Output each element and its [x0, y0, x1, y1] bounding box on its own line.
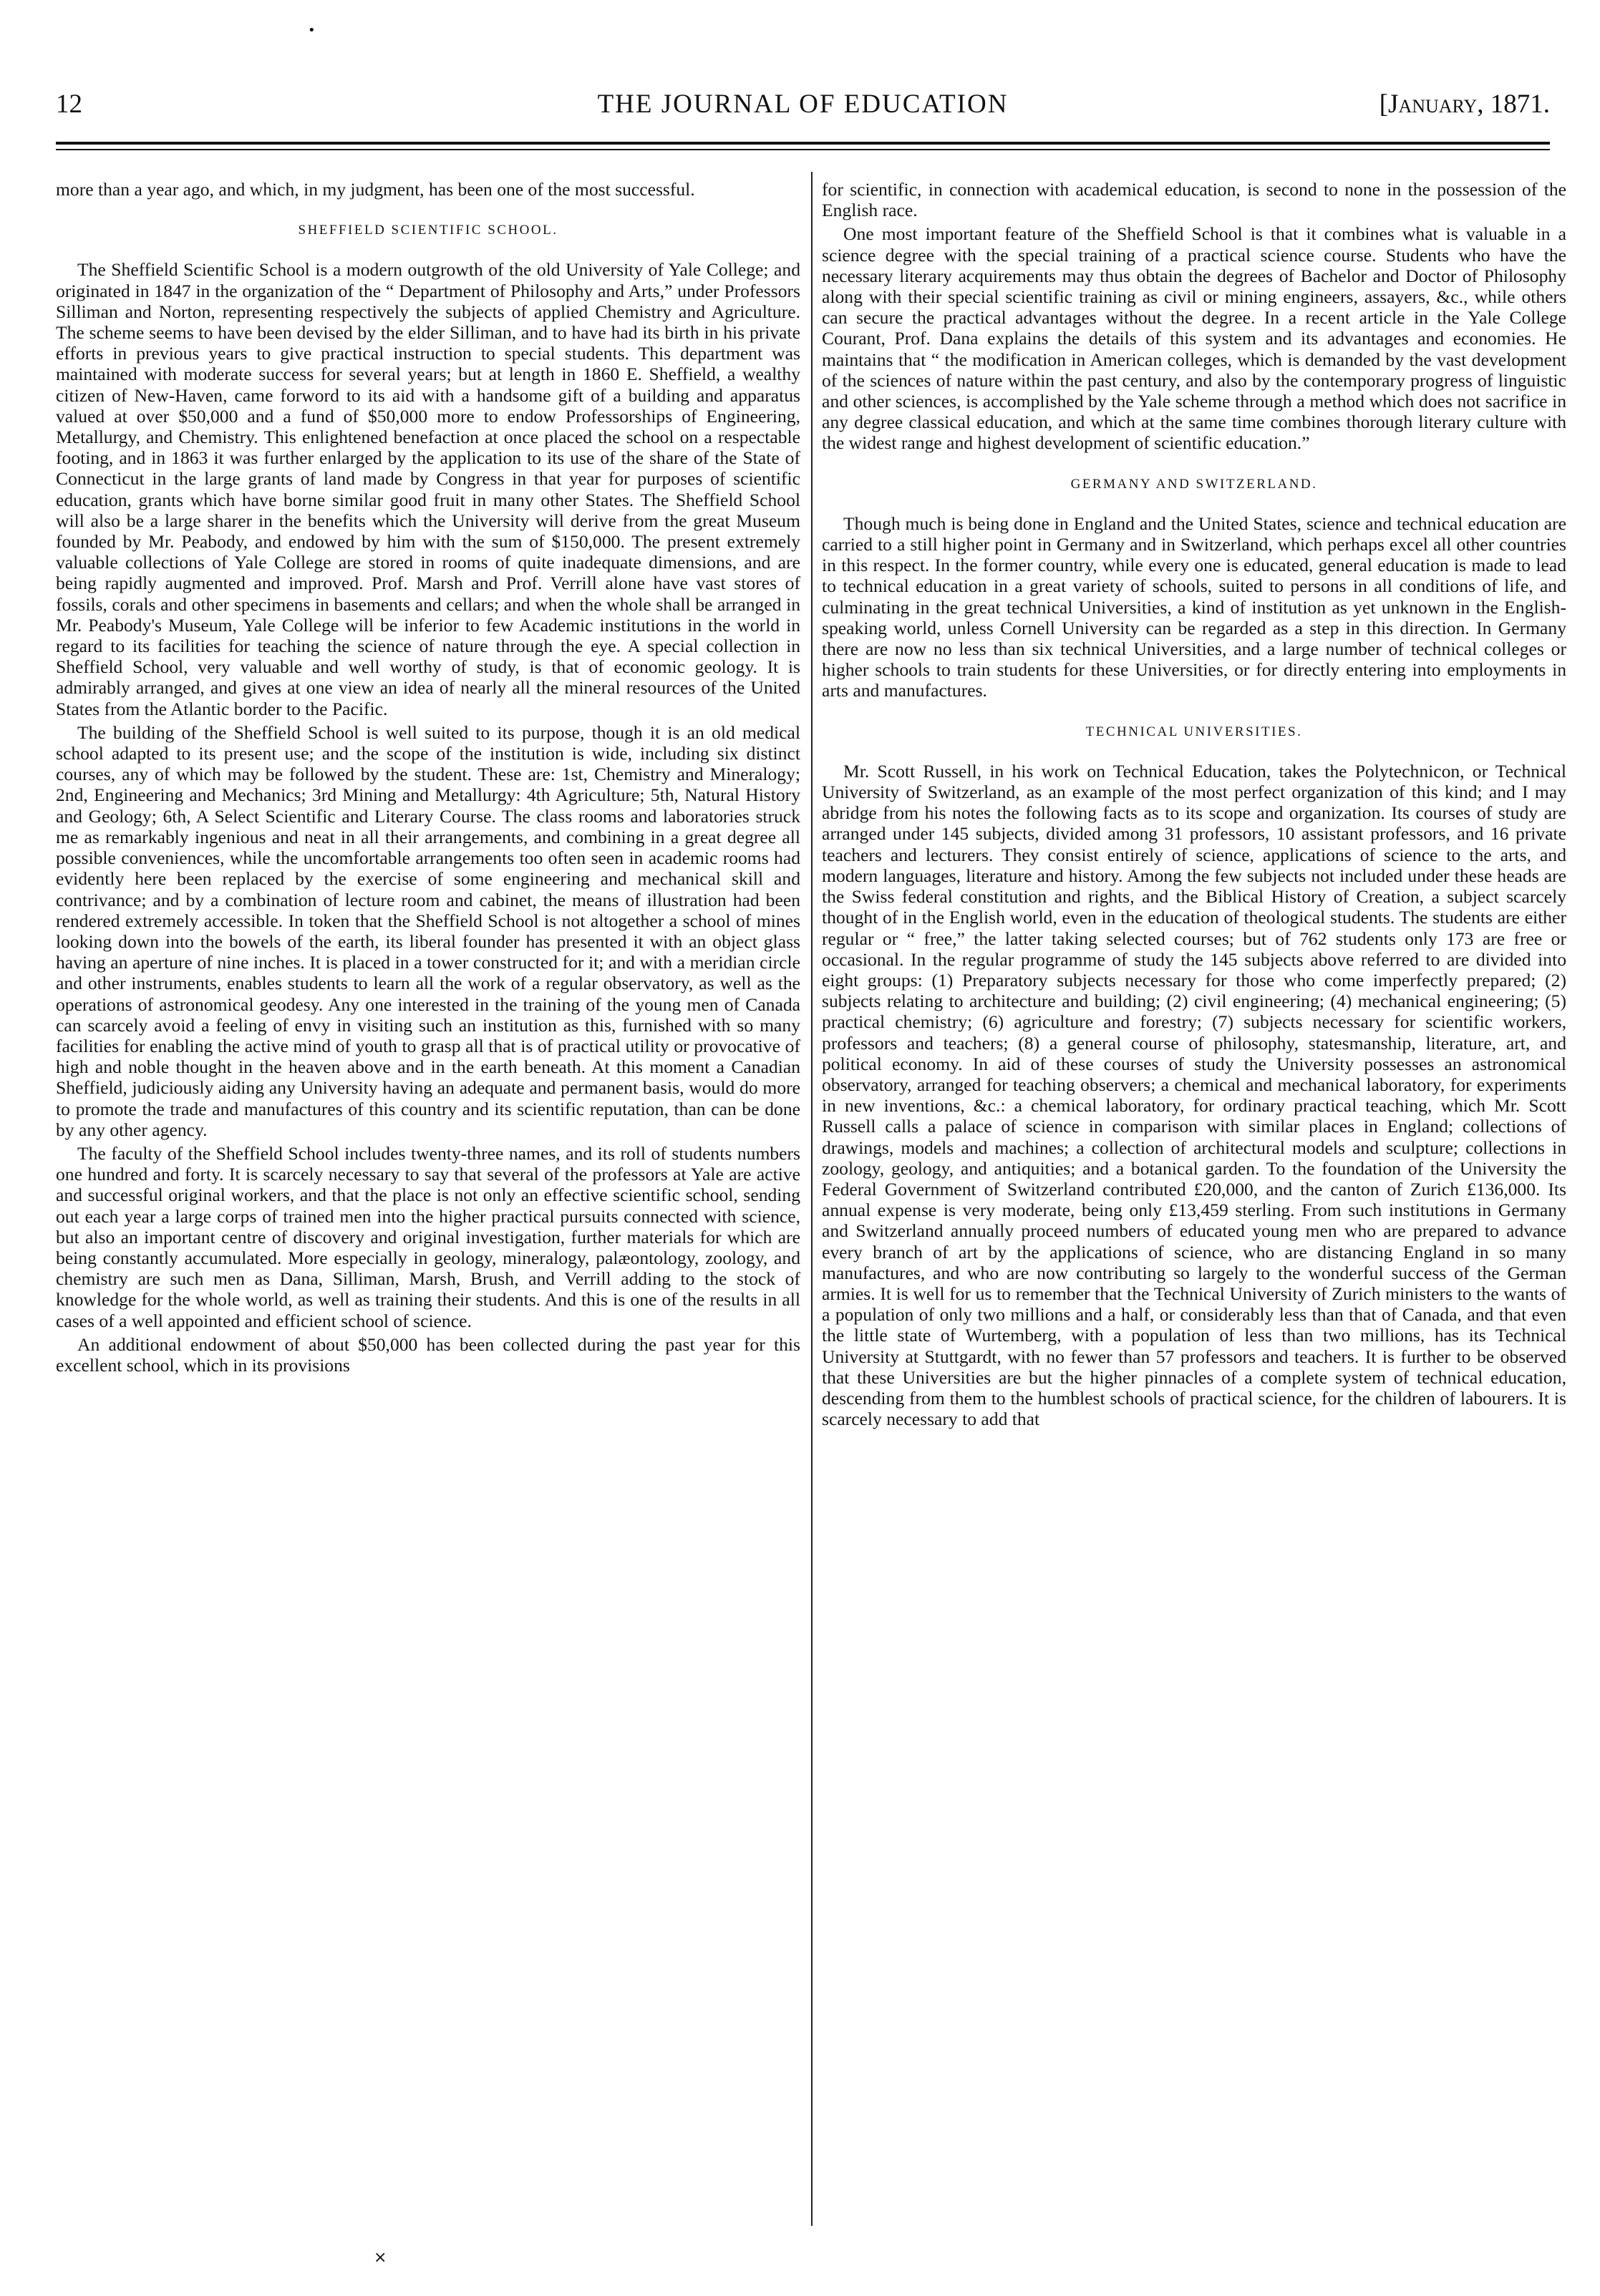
page-header	[56, 89, 1550, 132]
body-paragraph: An additional endowment of about $50,000 has been collected during the past year for this excellent school, which in its provisions	[56, 1333, 800, 1376]
right-column	[822, 179, 1566, 2233]
body-paragraph: The faculty of the Sheffield School includes twenty-three names, and its roll of students numbers one hundred and forty. It is scarcely necessary to say that several of the professors at Yale are active and successful original workers, and that the place is not only an effective scientific school, sending out each year a large corps of trained men into the higher practical pursuits connected with science, but also an important centre of discovery and original investigation, further materials for which are being constantly accumulated. More especially in geology, mineralogy, palæontology, zoology, and chemistry are such men as Dana, Silliman, Marsh, Brush, and Verrill adding to the stock of knowledge for the whole world, as well as training their students. And this is one of the results in all cases of a well appointed and efficient school of science.	[56, 1142, 800, 1331]
body-paragraph: The building of the Sheffield School is well suited to its purpose, though it is an old medical school adapted to its present use; and the scope of the institution is wide, including six distinct courses, any of which may be followed by the student. These are: 1st, Chemistry and Mineralogy; 2nd, Engineering and Mechanics; 3rd Mining and Metallurgy: 4th Agriculture; 5th, Natural History and Geology; 6th, A Select Scientific and Literary Course. The class rooms and laboratories struck me as remarkably ingenious and neat in all their arrangements, and combining in a great degree all possible conveniences, while the uncomfortable arrangements too often seen in academic rooms had evidently here been replaced by the exercise of some engineering and mechanical skill and contrivance; and by a combination of lecture room and cabinet, the means of illustration had been rendered extremely accessible. In token that the Sheffield School is not altogether a school of mines looking down into the bowels of the earth, its liberal founder has presented it with an object glass having an aperture of nine inches. It is placed in a tower constructed for it; and with a meridian circle and other instruments, enables students to learn all the work of a regular observatory, as well as the operations of astronomical geodesy. Any one interested in the training of the young men of Canada can scarcely avoid a feeling of envy in visiting such an institution as this, furnished with so many facilities for enabling the active mind of youth to grasp all that is of practical utility or provocative of high and noble thought in the heaven above and in the earth beneath. At this moment a Canadian Sheffield, judiciously aiding any University having an adequate and permanent basis, would do more to promote the trade and manufactures of this country and its scientific reputation, than can be done by any other agency.	[56, 721, 800, 1140]
left-column	[56, 179, 800, 2233]
page-number: 12	[56, 89, 82, 119]
journal-title: THE JOURNAL OF EDUCATION	[597, 89, 1009, 119]
continued-paragraph: for scientific, in connection with academical education, is second to none in the possession of the English race.	[822, 179, 1566, 221]
section-heading-sheffield: SHEFFIELD SCIENTIFIC SCHOOL.	[298, 223, 558, 238]
section-heading-germany: GERMANY AND SWITZERLAND.	[1070, 476, 1318, 492]
column-divider	[811, 172, 813, 2226]
continued-paragraph: more than a year ago, and which, in my judgment, has been one of the most successful.	[56, 179, 695, 200]
body-paragraph: Mr. Scott Russell, in his work on Technical Education, takes the Polytechnicon, or Technical University of Switzerland, as an example of the most perfect organization of this kind; and I may abridge from his notes the following facts as to its scope and organization. Its courses of study are arranged under 145 subjects, divided among 31 professors, 10 assistant professors, and 16 private teachers and lecturers. They consist entirely of science, applications of science to the arts, and modern languages, literature and history. Among the few subjects not included under these heads are the Swiss federal constitution and rights, and the Biblical History of Creation, a subject scarcely thought of in the English world, even in the education of theological students. The students are either regular or “ free,” the latter taking selected courses; but of 762 students only 173 are free or occasional. In the regular programme of study the 145 subjects above referred to are divided into eight groups: (1) Preparatory subjects necessary for those who come imperfectly prepared; (2) subjects relating to architecture and building; (2) civil engineering; (4) mechanical engineering; (5) practical chemistry; (6) agriculture and forestry; (7) subjects necessary for scientific workers, professors and teachers; (8) a general course of philosophy, statesmanship, literature, art, and political economy. In aid of these courses of study the University possesses an astronomical observatory, arranged for teaching observers; a chemical and mechanical laboratory, for experiments in new inventions, &c.: a chemical laboratory, for ordinary practical teaching, which Mr. Scott Russell calls a palace of science in comparison with similar places in England; collections of drawings, models and machines; a collection of architectural models and sculpture; collections in zoology, geology, and antiquities; and a botanical garden. To the foundation of the University the Federal Government of Switzerland contributed £20,000, and the canton of Zurich £136,000. Its annual expense is very moderate, being only £13,459 sterling. From such institutions in Germany and Switzerland annually proceed numbers of educated young men who are prepared to advance every branch of art by the applications of science, who are distancing England in so many manufactures, and who are now contributing so largely to the wonderful success of the German armies. It is well for us to remember that the Technical University of Zurich ministers to the wants of a population of only two millions and a half, or considerably less than that of Canada, and that even the little state of Wurtemberg, with a population of less than two millions, has its Technical University at Stuttgardt, with no fewer than 57 professors and teachers. It is further to be observed that these Universities are but the higher pinnacles of a complete system of technical education, descending from them to the humblest schools of practical science, for the children of labourers. It is scarcely necessary to add that	[822, 760, 1566, 1430]
issue-date: [January, 1871.	[1379, 89, 1550, 119]
section-heading-technical: TECHNICAL UNIVERSITIES.	[1085, 724, 1303, 739]
print-speck: •	[308, 23, 316, 38]
header-rule-thick	[56, 142, 1550, 145]
print-mark: ×	[374, 2249, 387, 2267]
header-rule-thin	[56, 149, 1550, 150]
body-paragraph: One most important feature of the Sheffield School is that it combines what is valuable in a science degree with the special training of a practical science course. Students who have the necessary literary acquirements may thus obtain the degrees of Bachelor and Doctor of Philosophy along with their special scientific training as civil or mining engineers, assayers, &c., while others can secure the practical advantages without the degree. In a recent article in the Yale College Courant, Prof. Dana explains the details of this system and its advantages and economies. He maintains that “ the modification in American colleges, which is demanded by the vast development of the sciences of nature within the past century, and also by the contemporary progress of linguistic and other sciences, is accomplished by the Yale scheme through a method which does not sacrifice in any degree classical education, and which at the same time combines thorough literary culture with the widest range and highest development of scientific education.”	[822, 223, 1566, 454]
body-paragraph: Though much is being done in England and the United States, science and technical education are carried to a still higher point in Germany and in Switzerland, which perhaps excel all other countries in this respect. In the former country, while every one is educated, general education is made to lead to technical education in a great variety of schools, suited to persons in all conditions of life, and culminating in the great technical Universities, a kind of institution as yet unknown in the English-speaking world, unless Cornell University can be regarded as a step in this direction. In Germany there are now no less than six technical Universities, and a large number of technical colleges or higher schools to train students for these Universities, or for directly entering into employments in arts and manufactures.	[822, 512, 1566, 701]
body-paragraph: The Sheffield Scientific School is a modern outgrowth of the old University of Yale College; and originated in 1847 in the organization of the “ Department of Philosophy and Arts,” under Professors Silliman and Norton, representing respectively the subjects of applied Chemistry and Agriculture. The scheme seems to have been devised by the elder Silliman, and to have had its birth in his private efforts in previous years to give practical instruction to special students. This department was maintained with moderate success for several years; but at length in 1860 E. Sheffield, a wealthy citizen of New-Haven, came forword to its aid with a handsome gift of a building and apparatus valued at over $50,000 and a fund of $50,000 more to endow Professorships of Engineering, Metallurgy, and Chemistry. This enlightened benefaction at once placed the school on a respectable footing, and in 1863 it was further enlarged by the application to its use of the share of the State of Connecticut in the large grants of land made by Congress in that year for purposes of scientific education, grants which have borne similar good fruit in many other States. The Sheffield School will also be a large sharer in the benefits which the University will derive from the great Museum founded by Mr. Peabody, and endowed by him with the sum of $150,000. The present extremely valuable collections of Yale College are stored in rooms of quite inadequate dimensions, and are being rapidly augmented and improved. Prof. Marsh and Prof. Verrill alone have vast stores of fossils, corals and other specimens in basements and cellars; and when the whole shall be arranged in Mr. Peabody's Museum, Yale College will be inferior to few Academic institutions in the world in regard to its facilities for teaching the science of nature through the eye. A special collection in Sheffield School, very valuable and well worthy of study, is that of economic geology. It is admirably arranged, and gives at one view an idea of nearly all the mineral resources of the United States from the Atlantic border to the Pacific.	[56, 259, 800, 719]
